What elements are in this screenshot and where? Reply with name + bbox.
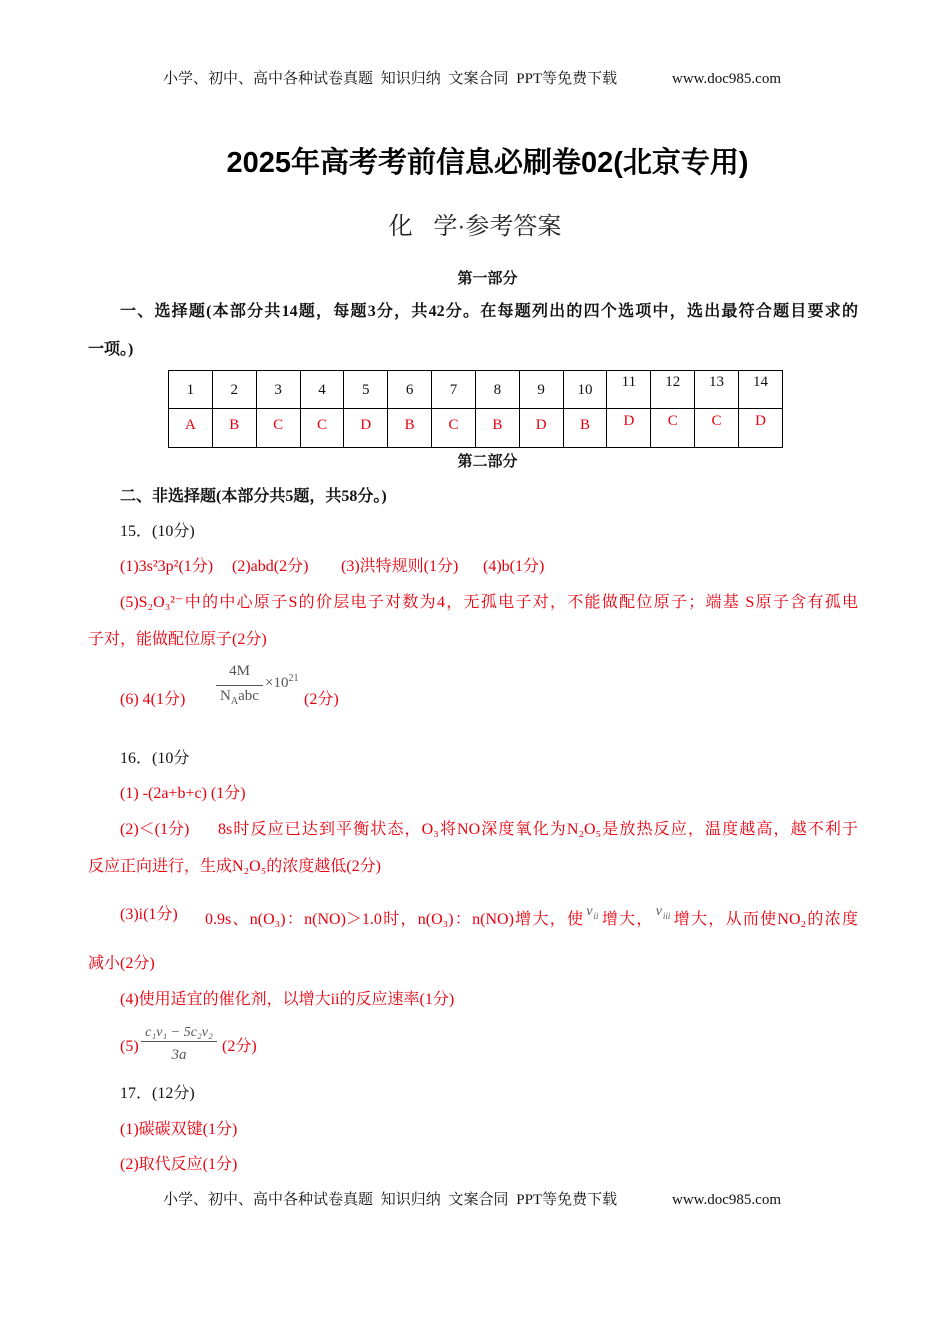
question-number-cell (432, 371, 476, 409)
formula-denominator-subscript: A (230, 696, 239, 707)
answer-cell (432, 409, 476, 448)
question-number: 2 (230, 382, 239, 398)
answer-cell (738, 409, 782, 448)
question-number-cell (563, 371, 607, 409)
q17-answer-1: (1)碳碳双键(1分) (120, 1121, 238, 1138)
question-number-cell (695, 371, 739, 409)
formula-numerator: 4M (229, 663, 250, 679)
answer-cell (388, 409, 432, 448)
part1-heading: 第一部分 (457, 271, 518, 287)
rate-v-iii (656, 905, 671, 919)
q16-answer-5-label: (5) (120, 1038, 139, 1055)
part2-heading: 第二部分 (457, 454, 518, 470)
answer-letter: A (185, 417, 196, 433)
question-number: 13 (709, 374, 725, 390)
answer-letter: B (492, 417, 503, 433)
question-number-cell (256, 371, 300, 409)
q15-answer-2: (2)abd(2分) (232, 558, 309, 575)
q16-answer-3-label: (3)i(1分) (120, 906, 178, 923)
footer-url: www.doc985.com (672, 1192, 782, 1208)
question-number: 7 (449, 382, 458, 398)
q15-answer-1: (1)3s²3p²(1分) (120, 558, 214, 575)
answer-cell (519, 409, 563, 448)
rate-subscript: iii (662, 911, 671, 921)
q16-title: 16．(10分 (120, 750, 190, 767)
question-number-cell (388, 371, 432, 409)
fraction-bar (141, 1041, 217, 1042)
q16-answer-2-line: 8s时反应已达到平衡状态，O₃将NO深度氧化为N₂O₅是放热反应，温度越高，越不利于 (218, 821, 858, 838)
q16-answer-3-segment: 增大，从而使NO₂的浓度 (672, 911, 858, 928)
header-url: www.doc985.com (672, 71, 782, 87)
formula-denominator-rest: abc (238, 688, 259, 704)
formula-denominator-base: N (220, 688, 231, 704)
answer-cell (344, 409, 388, 448)
formula-exponent: 21 (288, 673, 299, 684)
answer-letter: D (535, 417, 547, 433)
q17-answer-2: (2)取代反应(1分) (120, 1156, 238, 1173)
answer-cell (169, 409, 213, 448)
answer-cell (651, 409, 695, 448)
q16-answer-5-formula (141, 1022, 217, 1068)
q16-answer-2-label: (2)＜(1分) (120, 821, 190, 838)
part1-instruction-line: 一、选择题(本部分共14题，每题3分，共42分。在每题列出的四个选项中，选出最符合题目要求的 (120, 303, 858, 320)
question-number: 4 (318, 382, 326, 398)
answer-table-answer-row (169, 409, 783, 448)
q15-answer-4: (4)b(1分) (483, 558, 545, 575)
answer-letter: B (404, 417, 415, 433)
answer-letter: B (229, 417, 240, 433)
answer-cell (256, 409, 300, 448)
question-number-cell (169, 371, 213, 409)
rate-subscript: ii (593, 911, 599, 921)
question-number-cell (344, 371, 388, 409)
answer-letter: D (623, 413, 635, 429)
answer-table (168, 370, 783, 448)
question-number-cell (212, 371, 256, 409)
q17-title: 17．(12分) (120, 1085, 195, 1102)
q16-answer-4: (4)使用适宜的催化剂，以增大ii的反应速率(1分) (120, 991, 455, 1008)
fraction-bar (216, 685, 263, 686)
answer-letter: C (448, 417, 459, 433)
q15-answer-6-formula (216, 660, 308, 708)
q16-answer-1: (1) -(2a+b+c) (1分) (120, 785, 246, 802)
question-number: 14 (752, 374, 768, 390)
q16-answer-3-segment: 0.9s、n(O₃)：n(NO)＞1.0时，n(O₃)：n(NO)增大，使 (205, 911, 585, 928)
q16-answer-3-line (205, 905, 858, 930)
q16-answer-2-line: 反应正向进行，生成N₂O₅的浓度越低(2分) (88, 858, 381, 875)
answer-cell (695, 409, 739, 448)
rate-v-ii (586, 905, 598, 919)
page-title: 2025年高考考前信息必刷卷02(北京专用) (226, 147, 749, 179)
question-number: 1 (186, 382, 195, 398)
q16-answer-5-score: (2分) (222, 1038, 257, 1055)
question-number-cell (607, 371, 651, 409)
part2-instruction: 二、非选择题(本部分共5题，共58分。) (120, 488, 387, 505)
answer-letter: C (316, 417, 327, 433)
answer-cell (212, 409, 256, 448)
answer-letter: C (273, 417, 284, 433)
q15-answer-5-line: 子对，能做配位原子(2分) (88, 631, 267, 648)
answer-letter: D (360, 417, 372, 433)
rate-symbol: v (586, 904, 593, 919)
q15-answer-5-line: (5)S₂O₃²⁻中的中心原子S的价层电子对数为4，无孤电子对，不能做配位原子；端基 S原子含有孤电 (120, 594, 858, 611)
question-number: 9 (537, 382, 545, 398)
question-number: 10 (577, 382, 593, 398)
page-subtitle: 化 学·参考答案 (388, 213, 562, 240)
question-number: 8 (493, 382, 502, 398)
answer-cell (300, 409, 344, 448)
footer-tagline: 小学、初中、高中各种试卷真题 知识归纳 文案合同 PPT等免费下载 (163, 1192, 618, 1208)
question-number-cell (300, 371, 344, 409)
question-number: 6 (405, 382, 414, 398)
question-number: 12 (665, 374, 681, 390)
part1-instruction-line: 一项。) (88, 341, 134, 358)
answer-letter: B (580, 417, 591, 433)
answer-cell (475, 409, 519, 448)
q15-answer-3: (3)洪特规则(1分) (341, 558, 459, 575)
question-number-cell (738, 371, 782, 409)
question-number-cell (475, 371, 519, 409)
q15-answer-6-label: (6) 4(1分) (120, 691, 186, 708)
question-number-cell (519, 371, 563, 409)
answer-letter: D (755, 413, 766, 429)
formula-denominator (216, 687, 263, 707)
answer-cell (563, 409, 607, 448)
q15-title: 15．(10分) (120, 523, 195, 540)
q16-answer-3-line: 减小(2分) (88, 955, 155, 972)
q16-answer-3-segment: 增大， (600, 911, 654, 928)
answer-letter: C (667, 413, 678, 429)
rate-symbol: v (655, 904, 662, 919)
question-number: 3 (274, 382, 282, 398)
answer-cell (607, 409, 651, 448)
question-number: 11 (621, 374, 637, 390)
answer-letter: C (711, 413, 722, 429)
answer-table-number-row (169, 371, 783, 409)
q15-answer-6-score: (2分) (304, 691, 339, 708)
formula-multiplier-base: ×10 (265, 675, 289, 691)
formula-numerator: c₁v₁ − 5c₂v₂ (145, 1025, 213, 1040)
question-number-cell (651, 371, 695, 409)
formula-multiplier (265, 674, 298, 694)
header-tagline: 小学、初中、高中各种试卷真题 知识归纳 文案合同 PPT等免费下载 (163, 71, 618, 87)
question-number: 5 (362, 382, 370, 398)
formula-denominator: 3a (171, 1047, 187, 1063)
